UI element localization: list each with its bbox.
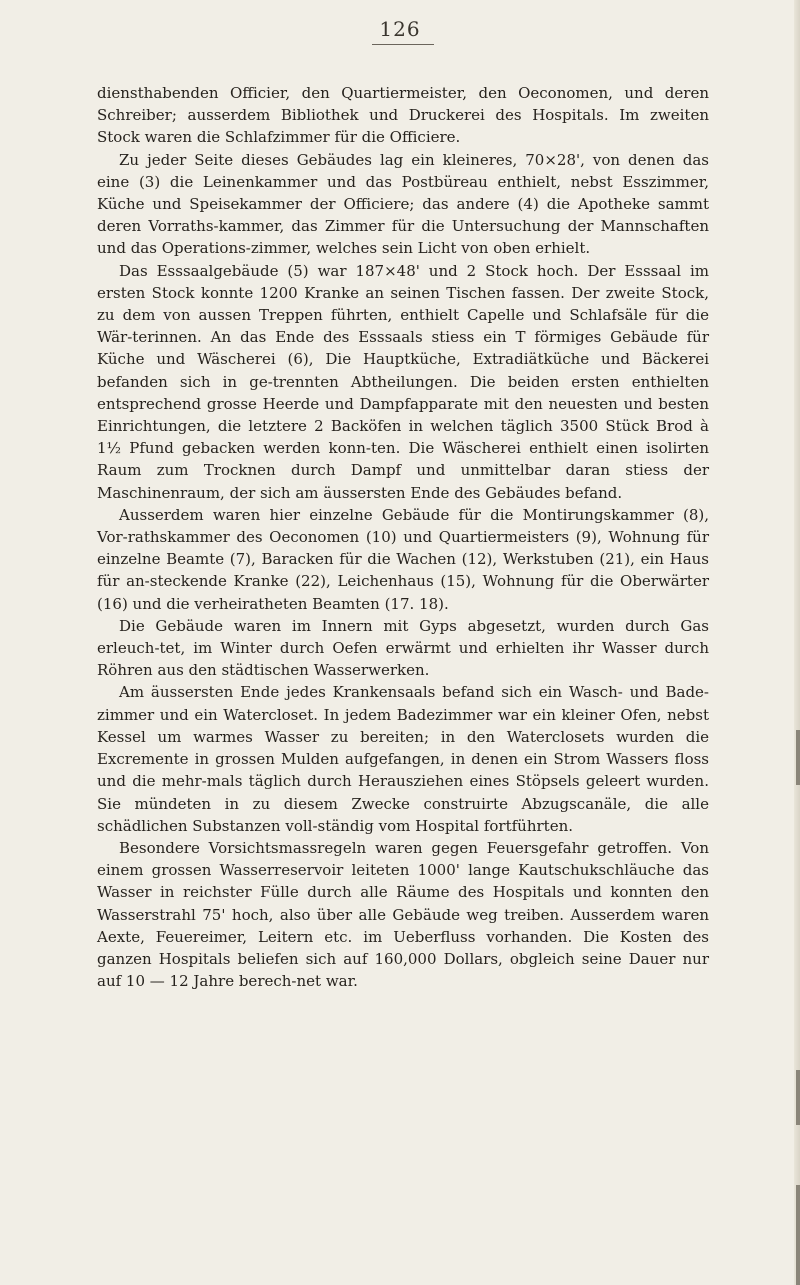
- edge-mark: [796, 730, 800, 785]
- page-number: 126: [379, 17, 421, 41]
- edge-mark: [796, 1185, 800, 1285]
- paragraph-dining-hall: Das Esssaalgebäude (5) war 187×48' und 2 Stock hoch. Der Esssaal im ersten Stock konnte 1200 Kranke an seinen Tischen fassen. Der zweite Stock, zu dem von aussen Treppen führten, enthielt Capelle und Schlafsäle für die Wär-terinnen. An das Ende des Esssaals stiess ein T förmiges Gebäude für Küche und Wäscherei (6), Die Hauptküche, Extradiätküche und Bäckerei befanden sich in ge-trennten Abtheilungen. Die beiden ersten enthielten entsprechend grosse Heerde und Dampfapparate mit den neuesten und besten Einrichtungen, die letztere 2 Backöfen in welchen täglich 3500 Stück Brod à 1½ Pfund gebacken werden konn-ten. Die Wäscherei enthielt einen isolirten Raum zum Trocknen durch Dampf und unmittelbar daran stiess der Maschinenraum, der sich am äussersten Ende des Gebäudes befand.: [97, 261, 709, 502]
- paragraph-fire-safety: Besondere Vorsichtsmassregeln waren gegen Feuersgefahr getroffen. Von einem grossen Wasserreservoir leiteten 1000' lange Kautschukschläuche das Wasser in reichster Fülle durch alle Räume des Hospitals und konnten den Wasserstrahl 75' hoch, also über alle Gebäude weg treiben. Ausserdem waren Aexte, Feuereimer, Leitern etc. im Ueberfluss vorhanden. Die Kosten des ganzen Hospitals beliefen sich auf 160,000 Dollars, obgleich seine Dauer nur auf 10 — 12 Jahre berech-net war.: [97, 838, 709, 991]
- paragraph-side-buildings: Zu jeder Seite dieses Gebäudes lag ein kleineres, 70×28', von denen das eine (3) die Leinenkammer und das Postbüreau enthielt, nebst Esszimmer, Küche und Speisekammer der Officiere; das andere (4) die Apotheke sammt deren Vorraths-kammer, das Zimmer für die Untersuchung der Mannschaften und das Operations-zimmer, welches sein Licht von oben erhielt.: [97, 150, 709, 258]
- body-text: [97, 82, 709, 992]
- paragraph-interior: Die Gebäude waren im Innern mit Gyps abgesetzt, wurden durch Gas erleuch-tet, im Winter durch Oefen erwärmt und erhielten ihr Wasser durch Röhren aus den städtischen Wasserwerken.: [97, 616, 709, 680]
- paragraph-bathrooms: Am äussersten Ende jedes Krankensaals befand sich ein Wasch- und Bade-zimmer und ein Watercloset. In jedem Badezimmer war ein kleiner Ofen, nebst Kessel um warmes Wasser zu bereiten; in den Waterclosets wurden die Excremente in grossen Mulden aufgefangen, in denen ein Strom Wassers floss und die mehr-mals täglich durch Herausziehen eines Stöpsels geleert wurden. Sie mündeten in zu diesem Zwecke construirte Abzugscanäle, die alle schädlichen Substanzen voll-ständig vom Hospital fortführten.: [97, 683, 709, 835]
- edge-mark: [796, 1070, 800, 1125]
- paragraph-other-buildings: Ausserdem waren hier einzelne Gebäude für die Montirungskammer (8), Vor-rathskammer des Oeconomen (10) und Quartiermeisters (9), Wohnung für einzelne Beamte (7), Baracken für die Wachen (12), Werkstuben (21), ein Haus für an-steckende Kranke (22), Leichenhaus (15), Wohnung für die Oberwärter (16) und die verheiratheten Beamten (17. 18).: [97, 505, 709, 613]
- page-number-underline: [372, 44, 434, 45]
- paragraph-continuation: diensthabenden Officier, den Quartiermeister, den Oeconomen, und deren Schreiber; ausserdem Bibliothek und Druckerei des Hospitals. Im zweiten Stock waren die Schlafzimmer für die Officiere.: [97, 84, 709, 147]
